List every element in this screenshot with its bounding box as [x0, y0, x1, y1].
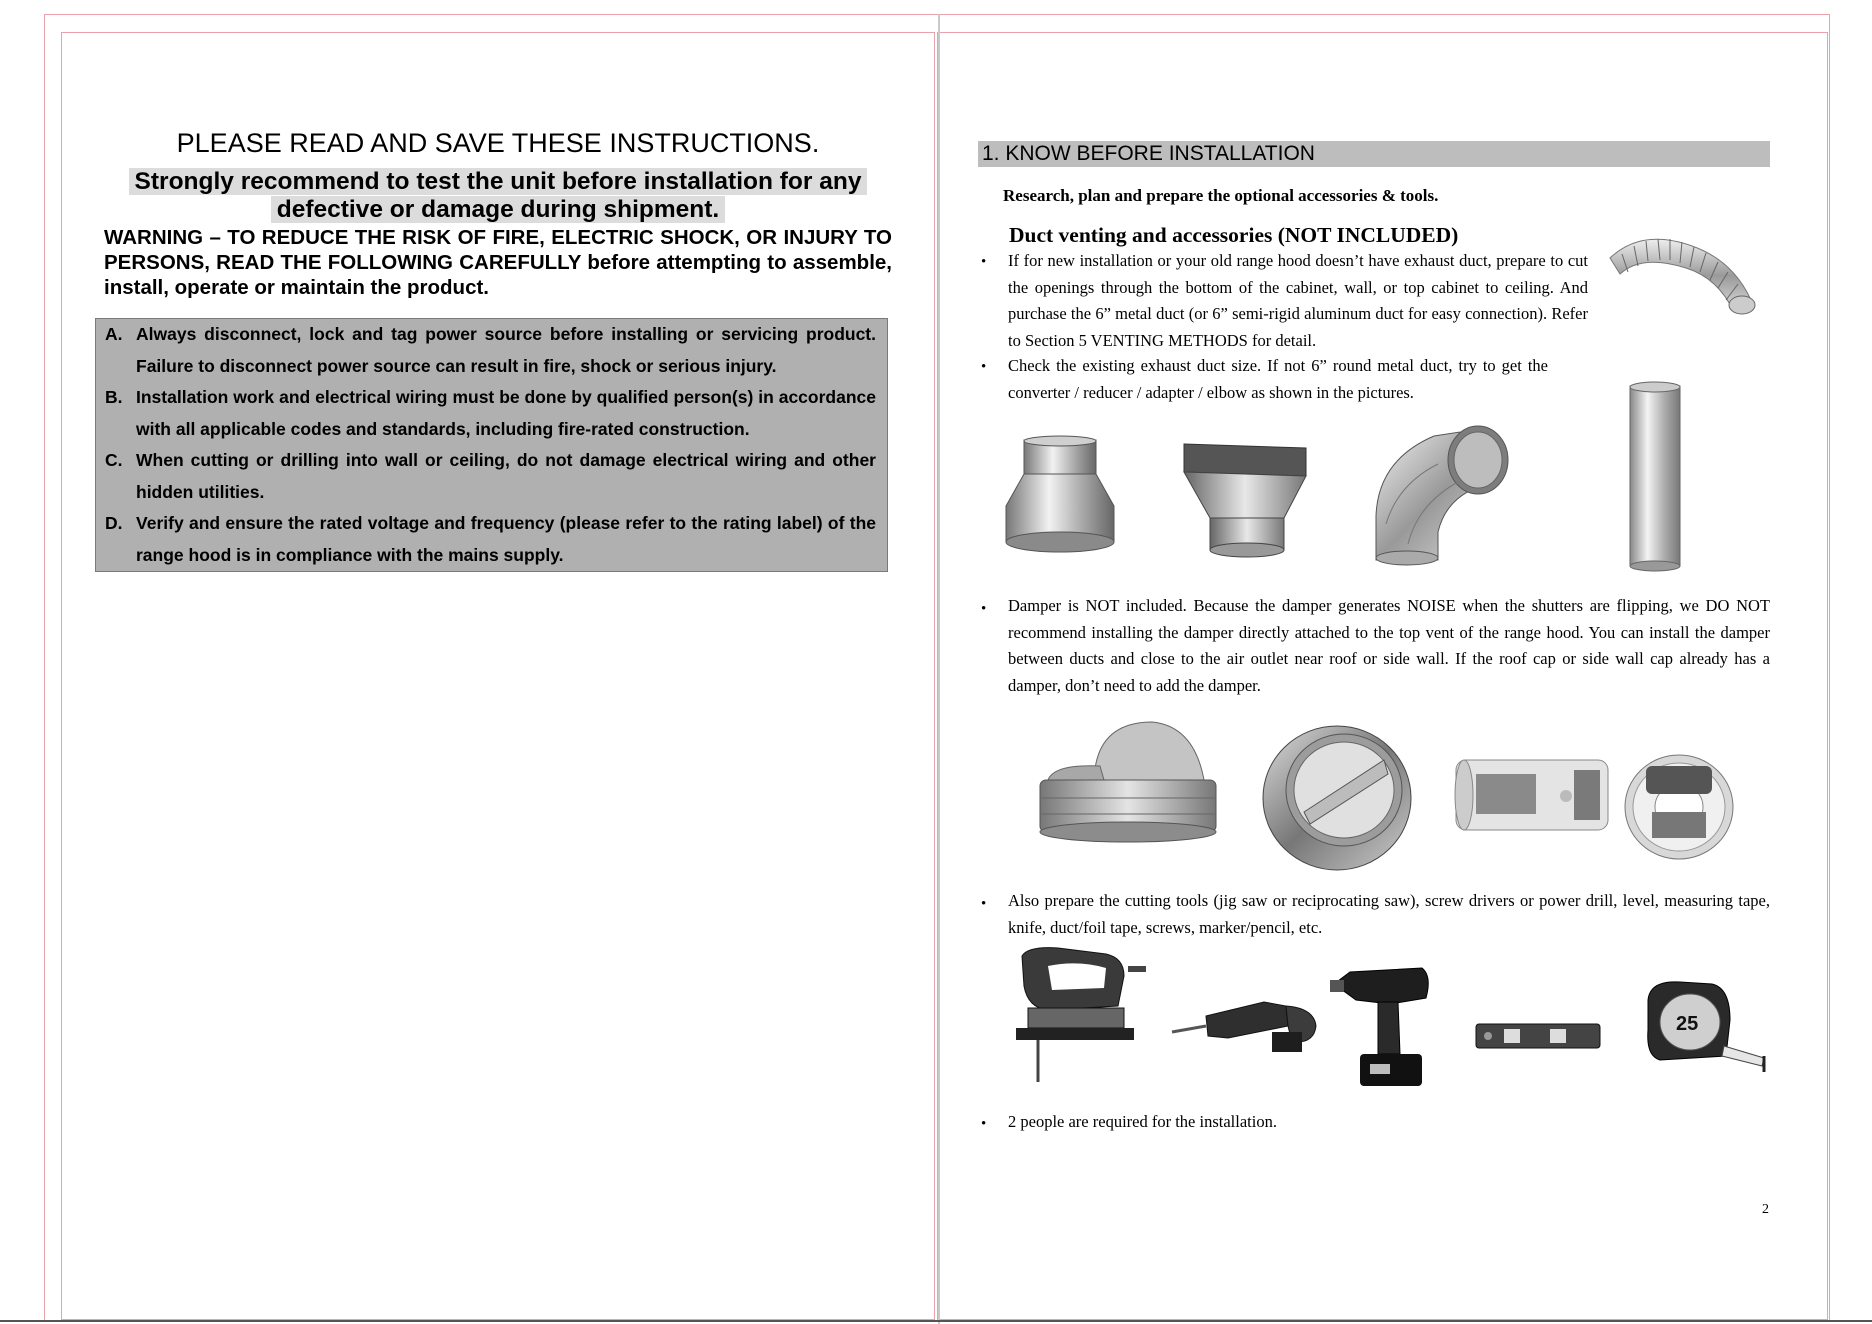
- safety-item-letter: C.: [105, 450, 123, 470]
- safety-item-text: Installation work and electrical wiring must be done by qualified person(s) in accordance with all applicable codes and standards, including fire-rated construction.: [136, 387, 876, 439]
- svg-text:25: 25: [1676, 1013, 1699, 1035]
- foil-tape-image: [1622, 752, 1736, 862]
- safety-item-letter: D.: [105, 513, 123, 533]
- bullet-symbol: •: [981, 601, 987, 617]
- bullet-duct-size: Check the existing exhaust duct size. If not 6” round metal duct, try to get the converter / reducer / adapter / elbow as shown in the pictures.: [1008, 356, 1548, 402]
- flexible-duct-image: [1602, 228, 1764, 320]
- butterfly-damper-image: [1034, 718, 1224, 846]
- jig-saw-image: [1008, 946, 1148, 1086]
- test-recommendation-line-2: defective or damage during shipment.: [271, 196, 725, 223]
- safety-item-letter: B.: [105, 387, 123, 407]
- page-title: PLEASE READ AND SAVE THESE INSTRUCTIONS.: [176, 128, 820, 158]
- adapter-image: [1180, 438, 1310, 562]
- round-damper-image: [1258, 720, 1416, 876]
- page-number: 2: [1762, 1202, 1769, 1217]
- level-image: [1474, 1020, 1602, 1054]
- bullet-symbol: •: [981, 1116, 987, 1132]
- warning-paragraph: WARNING – TO REDUCE THE RISK OF FIRE, ELECTRIC SHOCK, OR INJURY TO PERSONS, READ THE FOLLOWING CAREFULLY before attempting to assemble, install, operate or maintain the product.: [104, 226, 892, 299]
- straight-pipe-image: [1620, 380, 1690, 574]
- bullet-two-people: 2 people are required for the installation.: [1008, 1112, 1277, 1131]
- bullet-symbol: •: [981, 254, 987, 270]
- tape-measure-image: [1640, 980, 1768, 1088]
- bullet-symbol: •: [981, 359, 987, 375]
- section-heading: 1. KNOW BEFORE INSTALLATION: [978, 141, 1770, 167]
- reciprocating-saw-image: [1168, 992, 1320, 1056]
- reducer-image: [998, 434, 1122, 560]
- duct-title: Duct venting and accessories (NOT INCLUDED): [1009, 223, 1459, 247]
- safety-item-text: Always disconnect, lock and tag power source before installing or servicing product. Failure to disconnect power source can result in fire, shock or serious injury.: [136, 324, 876, 376]
- safety-item-text: When cutting or drilling into wall or ceiling, do not damage electrical wiring and other hidden utilities.: [136, 450, 876, 502]
- bullet-symbol: •: [981, 896, 987, 912]
- safety-item-letter: A.: [105, 324, 123, 344]
- elbow-image: [1368, 420, 1516, 566]
- bullet-new-installation: If for new installation or your old range hood doesn’t have exhaust duct, prepare to cut the openings through the bottom of the cabinet, wall, or top cabinet to ceiling. And purchase the 6” metal duct (or 6” semi-rigid aluminum duct for easy connection). Refer to Section 5 VENTING METHODS for detail.: [1008, 251, 1588, 350]
- bullet-tools: Also prepare the cutting tools (jig saw or reciprocating saw), screw drivers or power drill, level, measuring tape, knife, duct/foil tape, screws, marker/pencil, etc.: [1008, 891, 1770, 937]
- duct-tape-image: [1454, 752, 1610, 836]
- power-drill-image: [1330, 954, 1434, 1090]
- test-recommendation-line-1: Strongly recommend to test the unit before installation for any: [129, 168, 868, 195]
- research-line: Research, plan and prepare the optional accessories & tools.: [1003, 186, 1439, 205]
- safety-item-text: Verify and ensure the rated voltage and frequency (please refer to the rating label) of the range hood is in compliance with the mains supply.: [136, 513, 876, 565]
- bullet-damper: Damper is NOT included. Because the damper generates NOISE when the shutters are flipping, we DO NOT recommend installing the damper directly attached to the top vent of the range hood. You can install the damper between ducts and close to the air outlet near roof or side wall. If the roof cap or side wall cap already has a damper, don’t need to add the damper.: [1008, 596, 1770, 695]
